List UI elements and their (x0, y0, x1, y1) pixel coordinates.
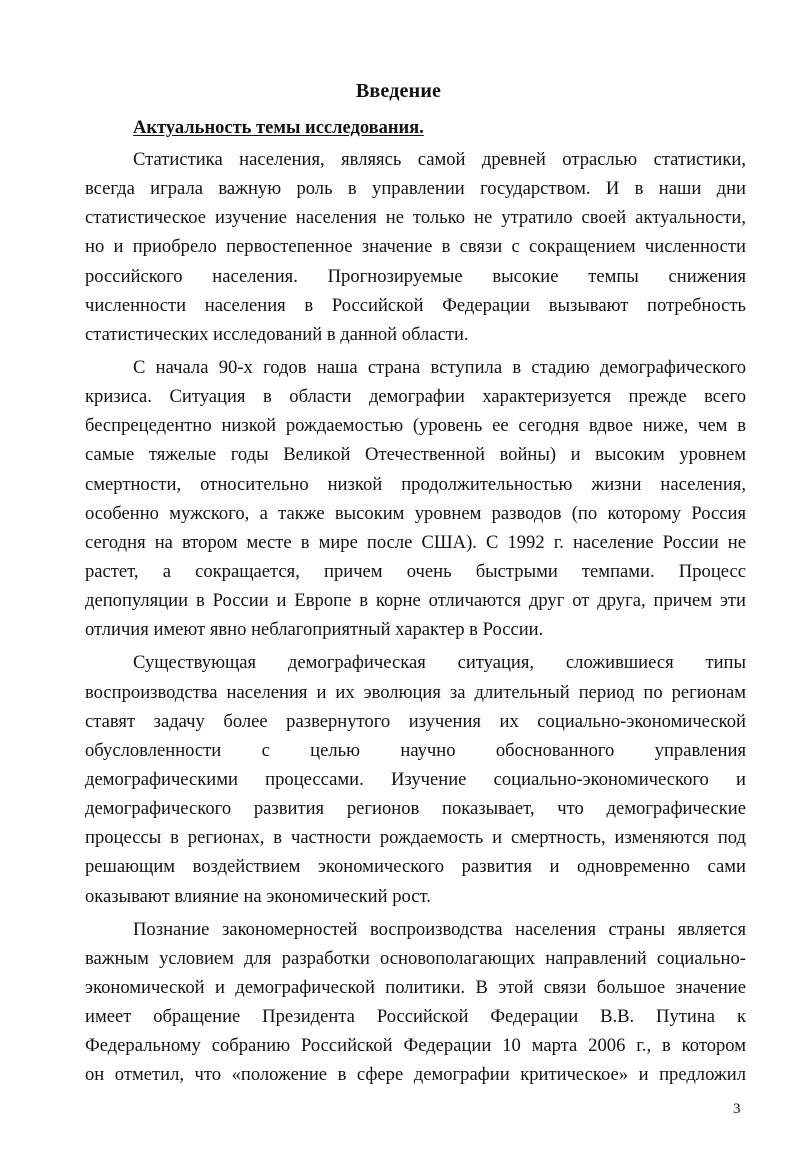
paragraph-line: кризиса. Ситуация в области демографии характеризуется прежде всего (85, 386, 746, 408)
section-heading: Актуальность темы исследования. (133, 118, 424, 138)
document-body (85, 145, 746, 1090)
paragraph-line: Статистика населения, являясь самой древней отраслью статистики, (133, 149, 746, 170)
paragraph-line: демографическими процессами. Изучение социально-экономического и (85, 768, 746, 790)
paragraph-line: депопуляции в России и Европе в корне отличаются друг от друга, причем эти (85, 590, 746, 612)
paragraph (85, 648, 746, 910)
paragraph-line: смертности, относительно низкой продолжительностью жизни населения, (85, 473, 746, 495)
paragraph-line: имеет обращение Президента Российской Федерации В.В. Путина к (85, 1006, 746, 1028)
page-title: Введение (355, 80, 442, 102)
paragraph (85, 915, 746, 1090)
paragraph-line: численности населения в Российской Федерации вызывают потребность (85, 294, 746, 316)
paragraph (85, 145, 746, 349)
paragraph-line: экономической и демографической политики. В этой связи большое значение (85, 976, 746, 998)
page-number: 3 (733, 1101, 741, 1117)
paragraph-line: демографического развития регионов показывает, что демографические (85, 798, 746, 820)
paragraph-line: процессы в регионах, в частности рождаемость и смертность, изменяются под (85, 827, 746, 849)
paragraph (85, 353, 746, 644)
paragraph-line: статистическое изучение населения не только не утратило своей актуальности, (85, 207, 746, 229)
paragraph-line: оказывают влияние на экономический рост. (85, 885, 431, 907)
paragraph-line: Познание закономерностей воспроизводства населения страны является (133, 918, 746, 940)
paragraph-line: он отметил, что «положение в сфере демографии критическое» и предложил (85, 1064, 746, 1086)
paragraph-line: всегда играла важную роль в управлении государством. И в наши дни (85, 178, 746, 200)
paragraph-line: ставят задачу более развернутого изучения их социально-экономической (85, 710, 746, 732)
paragraph-line: статистических исследований в данной области. (85, 323, 469, 345)
paragraph-line: Существующая демографическая ситуация, сложившиеся типы (133, 652, 746, 674)
paragraph-line: особенно мужского, а также высоким уровнем разводов (по которому Россия (85, 502, 746, 524)
paragraph-line: но и приобрело первостепенное значение в связи с сокращением численности (85, 236, 746, 258)
paragraph-line: беспрецедентно низкой рождаемостью (уровень ее сегодня вдвое ниже, чем в (85, 415, 746, 437)
paragraph-line: сегодня на втором месте в мире после США). С 1992 г. население России не (85, 531, 746, 553)
paragraph-line: российского населения. Прогнозируемые высокие темпы снижения (85, 265, 746, 287)
paragraph-line: обусловленности с целью научно обоснованного управления (85, 739, 746, 761)
paragraph-line: самые тяжелые годы Великой Отечественной войны) и высоким уровнем (85, 444, 746, 466)
paragraph-line: Федеральному собранию Российской Федерации 10 марта 2006 г., в котором (85, 1035, 746, 1057)
paragraph-line: решающим воздействием экономического развития и одновременно сами (85, 856, 746, 878)
paragraph-line: С начала 90-х годов наша страна вступила в стадию демографического (133, 356, 746, 378)
paragraph-line: отличия имеют явно неблагоприятный характер в России. (85, 619, 544, 641)
paragraph-line: растет, а сокращается, причем очень быстрыми темпами. Процесс (85, 560, 746, 582)
paragraph-line: важным условием для разработки основополагающих направлений социально- (85, 947, 746, 969)
paragraph-line: воспроизводства населения и их эволюция за длительный период по регионам (85, 681, 746, 703)
